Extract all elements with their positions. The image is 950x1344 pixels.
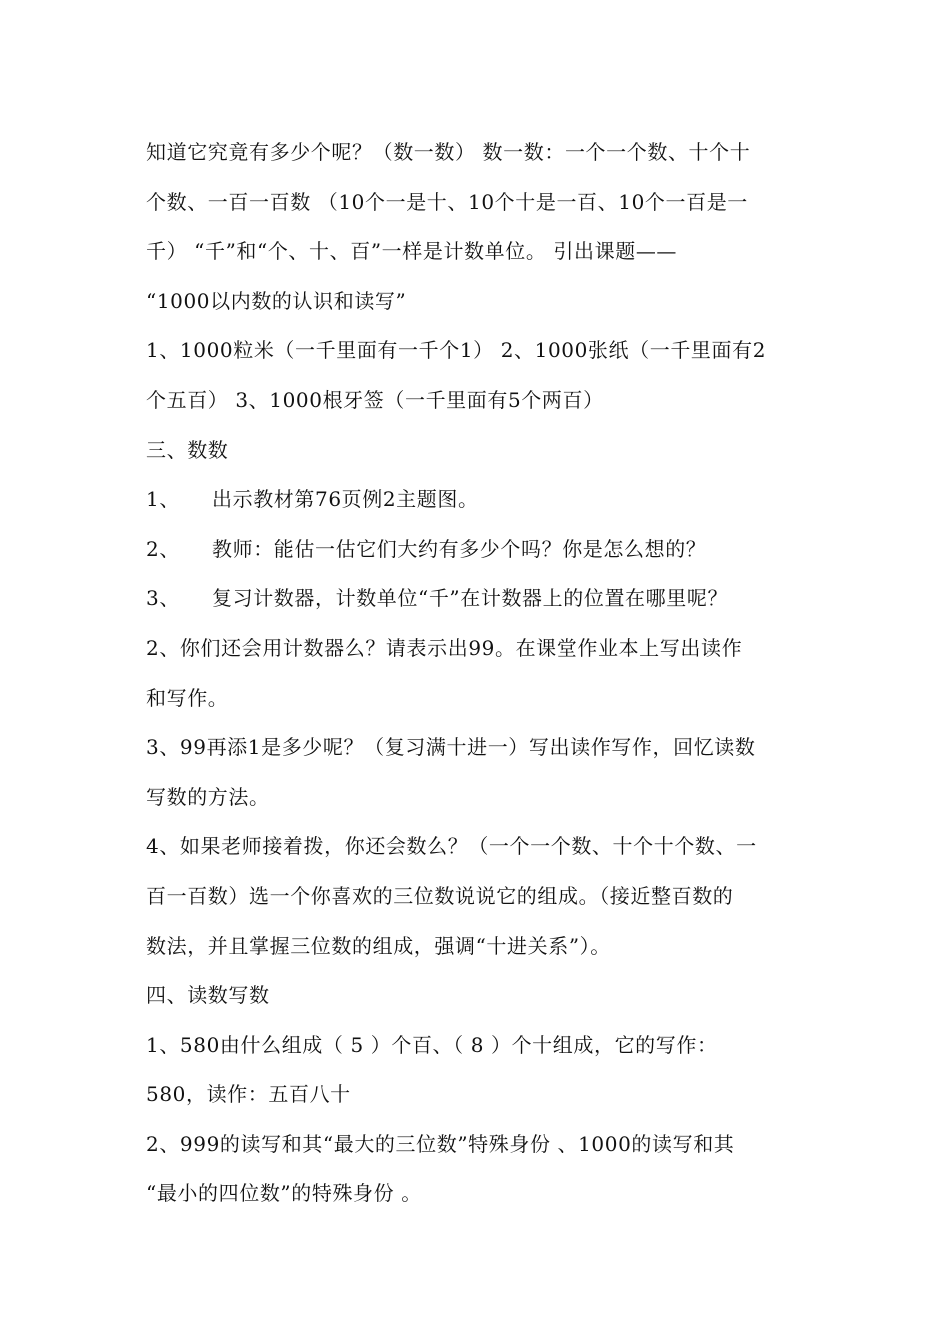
text-line: 个数、一百一百数 （10个一是十、10个十是一百、10个一百是一 [146,189,748,214]
text-line: “1000以内数的认识和读写” [146,288,407,313]
numbered-list [146,475,816,624]
section-heading: 三、数数 [146,437,229,462]
text-line: 个五百） 3、1000根牙签（一千里面有5个两百） [146,387,604,412]
text-line: 1、580由什么组成（ 5 ）个百、（ 8 ）个十组成，它的写作： [146,1032,718,1057]
paragraph-580 [146,1021,816,1120]
section-heading: 四、读数写数 [146,983,270,1008]
paragraph-examples [146,326,816,425]
paragraph-counter [146,624,816,723]
list-item [146,574,816,624]
text-line: 3、99再添1是多少呢？（复习满十进一）写出读作写作，回忆读数 [146,735,756,760]
list-number: 3、 [146,586,180,611]
paragraph-continue-counting [146,822,816,971]
text-line: 百一百数）选一个你喜欢的三位数说说它的组成。（接近整百数的 [146,883,734,908]
list-item [146,525,816,575]
text-line: 数法，并且掌握三位数的组成，强调“十进关系”）。 [146,933,611,958]
text-line: 写数的方法。 [146,784,270,809]
text-line: 和写作。 [146,685,229,710]
text-line: 2、999的读写和其“最大的三位数”特殊身份 、1000的读写和其 [146,1131,735,1156]
list-number: 2、 [146,536,180,561]
list-item [146,475,816,525]
text-line: 2、你们还会用计数器么？请表示出99。在课堂作业本上写出读作 [146,635,743,660]
text-line: 千） “千”和“个、十、百”一样是计数单位。 引出课题—— [146,239,678,264]
list-text: 复习计数器，计数单位“千”在计数器上的位置在哪里呢？ [212,586,729,611]
paragraph-intro [146,128,816,326]
list-number: 1、 [146,487,180,512]
paragraph-add-one [146,723,816,822]
text-line: “最小的四位数”的特殊身份 。 [146,1181,422,1206]
text-line: 580，读作：五百八十 [146,1082,351,1107]
text-line: 1、1000粒米（一千里面有一千个1） 2、1000张纸（一千里面有2 [146,338,767,363]
text-line: 知道它究竟有多少个呢？（数一数） 数一数：一个一个数、十个十 [146,140,751,164]
list-text: 出示教材第76页例2主题图。 [212,487,479,512]
list-text: 教师：能估一估它们大约有多少个吗？你是怎么想的？ [212,536,707,561]
paragraph-999-1000 [146,1120,816,1219]
document-page [146,128,816,1219]
text-line: 4、如果老师接着拨，你还会数么？（一个一个数、十个十个数、一 [146,834,757,859]
